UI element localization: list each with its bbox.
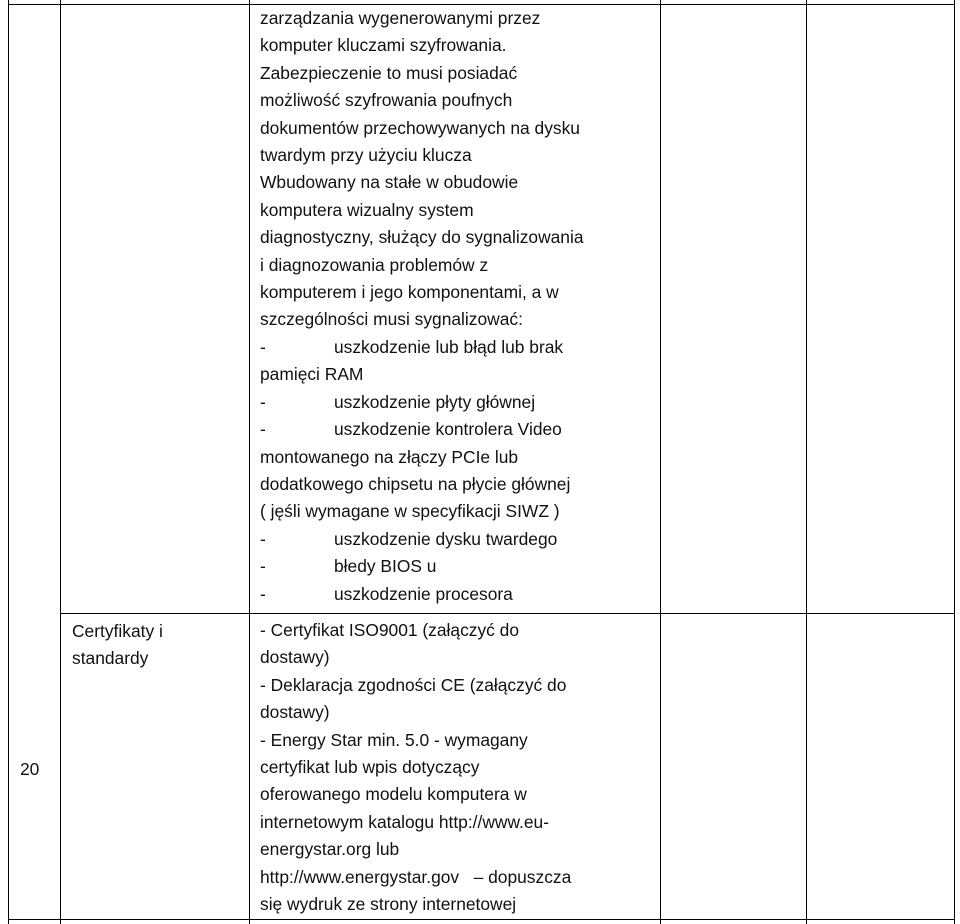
empty-cell-row-col5: [807, 614, 954, 919]
bullet-dash: -: [260, 528, 266, 549]
bullet-line: [260, 471, 584, 498]
category-line-2: standardy: [72, 648, 149, 669]
text-line: szczególności musi sygnalizować:: [260, 309, 523, 330]
category-line-1: Certyfikaty i: [72, 621, 163, 641]
grid-line-right: [954, 0, 955, 924]
text-line: twardym przy użyciu klucza: [260, 145, 472, 166]
bullet-line: [260, 334, 584, 361]
text-line: komputer kluczami szyfrowania.: [260, 35, 507, 56]
requirement-line: - Deklaracja zgodności CE (załączyć do: [260, 674, 567, 695]
bullet-line: [260, 581, 584, 608]
requirement-line: dostawy): [260, 647, 330, 668]
grid-line-col1: [60, 0, 61, 924]
empty-cell-top-col5: [807, 5, 954, 613]
text-line: i diagnozowania problemów z: [260, 254, 489, 275]
row-number: 20: [20, 759, 40, 779]
text-line: zarządzania wygenerowanymi przez: [260, 8, 541, 28]
requirements-cell: [260, 617, 571, 918]
empty-cell-top-col4: [661, 5, 806, 613]
bullet-line: [260, 361, 584, 388]
requirement-line: - Certyfikat ISO9001 (załączyć do: [260, 620, 520, 640]
bullet-text: uszkodzenie płyty głównej: [334, 391, 536, 412]
bullet-line: [260, 416, 584, 443]
grid-line-left: [8, 0, 9, 924]
bullet-line: [260, 444, 584, 471]
bullet-line: [260, 498, 584, 525]
grid-line-bottom: [8, 919, 955, 920]
requirement-line: http://www.energystar.gov – dopuszcza: [260, 866, 572, 887]
bullet-dash: -: [260, 583, 266, 604]
requirement-line: dostawy): [260, 702, 330, 723]
bullet-dash: -: [260, 419, 266, 440]
text-line: komputerem i jego komponentami, a w: [260, 282, 559, 303]
bullet-line: [260, 526, 584, 553]
bullet-dash: -: [260, 336, 266, 357]
bullet-text: uszkodzenie lub błąd lub brak: [334, 336, 564, 357]
requirement-line: certyfikat lub wpis dotyczący: [260, 757, 480, 778]
description-continued: [260, 5, 584, 608]
bullet-dash: -: [260, 556, 266, 577]
grid-line-col2: [249, 0, 250, 924]
requirement-line: oferowanego modelu komputera w: [260, 784, 527, 805]
category-cell: [72, 618, 163, 673]
requirement-line: energystar.org lub: [260, 839, 400, 860]
text-line: dokumentów przechowywanych na dysku: [260, 117, 580, 138]
bullet-text: pamięci RAM: [260, 364, 364, 385]
requirement-line: - Energy Star min. 5.0 - wymagany: [260, 729, 528, 750]
bullet-text: uszkodzenie dysku twardego: [334, 528, 558, 549]
text-line: możliwość szyfrowania poufnych: [260, 90, 513, 111]
bullet-line: [260, 553, 584, 580]
text-line: Zabezpieczenie to musi posiadać: [260, 62, 518, 83]
bullet-text: błedy BIOS u: [334, 556, 437, 577]
requirement-line: internetowym katalogu http://www.eu-: [260, 811, 550, 832]
text-line: diagnostyczny, służący do sygnalizowania: [260, 227, 584, 248]
bullet-text: montowanego na złączy PCIe lub: [260, 446, 519, 467]
bullet-text: uszkodzenie kontrolera Video: [334, 419, 562, 440]
bullet-dash: -: [260, 391, 266, 412]
bullet-text: uszkodzenie procesora: [334, 583, 513, 604]
bullet-text: ( jęśli wymagane w specyfikacji SIWZ ): [260, 501, 560, 522]
bullet-text: dodatkowego chipsetu na płycie głównej: [260, 473, 571, 494]
empty-cell-row-col4: [661, 614, 806, 919]
requirement-line: się wydruk ze strony internetowej: [260, 894, 517, 915]
text-line: Wbudowany na stałe w obudowie: [260, 172, 519, 193]
bullet-line: [260, 389, 584, 416]
text-line: komputera wizualny system: [260, 199, 474, 220]
